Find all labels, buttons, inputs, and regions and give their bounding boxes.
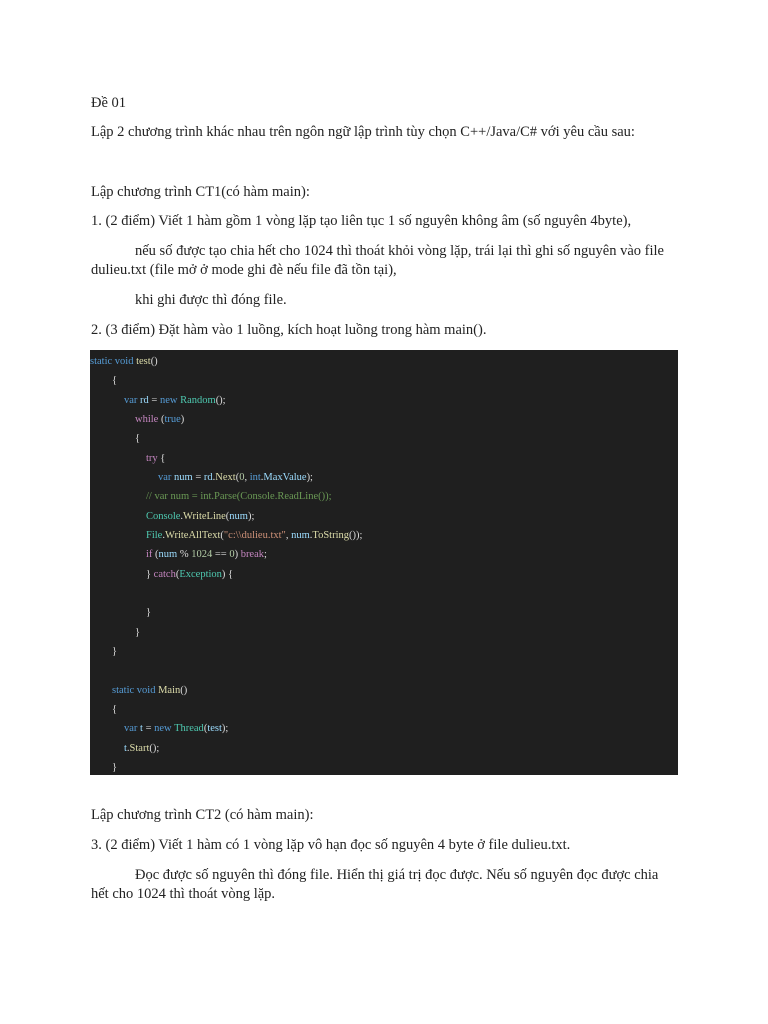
code-token: WriteLine (183, 511, 226, 522)
code-token: // var num = int.Parse(Console.ReadLine()); (146, 491, 332, 502)
code-token: var (124, 723, 141, 734)
code-token: void (136, 685, 159, 696)
code-token: t (124, 743, 127, 754)
code-token: var (124, 395, 141, 406)
code-line (124, 394, 226, 408)
code-token: WriteAllText (164, 530, 221, 541)
item-1: 1. (2 điểm) Viết 1 hàm gồm 1 vòng lặp tạo liên tục 1 số nguyên không âm (số nguyên 4byte), (91, 213, 632, 229)
code-token: { (112, 375, 118, 386)
code-line (124, 722, 228, 736)
code-token: } (112, 762, 118, 773)
code-token: File (146, 530, 163, 541)
item-1-continuation: nếu số được tạo chia hết cho 1024 thì thoát khỏi vòng lặp, trái lại thì ghi số nguyên vào file dulieu.txt (file mở ở mode ghi đè nếu file đã tồn tại), (91, 243, 664, 278)
code-line (124, 742, 159, 756)
code-token: ( (225, 511, 230, 522)
code-token: ) (180, 414, 185, 425)
code-token: num (229, 511, 248, 522)
code-token: ( (175, 569, 180, 580)
code-token: ); (306, 472, 313, 483)
code-token: () (180, 685, 188, 696)
code-token: ; (264, 549, 267, 560)
code-token: = (192, 472, 204, 483)
code-token: 1024 (191, 549, 213, 560)
code-line (112, 761, 117, 775)
code-line (146, 529, 362, 543)
code-line (146, 568, 233, 582)
item-3: 3. (2 điểm) Viết 1 hàm có 1 vòng lặp vô hạn đọc số nguyên 4 byte ở file dulieu.txt. (91, 837, 571, 853)
code-token: , (244, 472, 250, 483)
code-token: Next (215, 472, 236, 483)
code-token: new (154, 723, 175, 734)
code-line (135, 626, 140, 640)
code-token: ( (155, 549, 159, 560)
code-token: ( (220, 530, 224, 541)
code-token: test (207, 723, 222, 734)
code-line (158, 471, 313, 485)
code-token: catch (153, 569, 176, 580)
code-token: ) (234, 549, 241, 560)
code-token: . (162, 530, 165, 541)
item-2: 2. (3 điểm) Đặt hàm vào 1 luồng, kích hoạt luồng trong hàm main(). (91, 322, 487, 338)
code-token: void (114, 356, 137, 367)
ct1-heading: Lập chương trình CT1(có hàm main): (91, 184, 310, 200)
code-token: test (136, 356, 151, 367)
code-line (112, 703, 117, 717)
code-token: 0 (229, 549, 235, 560)
code-token: var (158, 472, 175, 483)
code-token: ToString (312, 530, 349, 541)
code-token: % (177, 549, 192, 560)
code-token: . (260, 472, 264, 483)
code-token: . (309, 530, 313, 541)
code-token: if (146, 549, 156, 560)
code-line (146, 510, 254, 524)
code-line (146, 548, 267, 562)
item-1-continuation-2: khi ghi được thì đóng file. (135, 292, 287, 308)
code-token: } (112, 646, 118, 657)
code-token: } (135, 627, 141, 638)
code-line (146, 490, 332, 504)
code-token: = (142, 723, 155, 734)
code-line (146, 452, 165, 466)
code-token: num (174, 472, 193, 483)
code-token: rd (203, 472, 213, 483)
code-token: . (126, 743, 130, 754)
code-token: ()); (349, 530, 363, 541)
code-token: ); (247, 511, 255, 522)
code-token: , (285, 530, 292, 541)
code-token: static (90, 356, 115, 367)
code-token: (); (149, 743, 160, 754)
code-token: Start (129, 743, 150, 754)
code-token: static (112, 685, 137, 696)
code-token: num (158, 549, 178, 560)
code-line (135, 413, 184, 427)
code-token: { (112, 704, 118, 715)
code-line (112, 684, 187, 698)
code-token: . (212, 472, 216, 483)
code-token: MaxValue (263, 472, 307, 483)
code-token: ( (160, 414, 165, 425)
code-line (112, 645, 117, 659)
intro-text: Lập 2 chương trình khác nhau trên ngôn ngữ lập trình tùy chọn C++/Java/C# với yêu cầu sau: (91, 124, 635, 140)
code-line (90, 355, 158, 369)
code-token: new (159, 395, 181, 406)
code-token: } (146, 607, 152, 618)
code-token: { (160, 453, 166, 464)
code-screenshot (90, 350, 678, 775)
code-token: 0 (239, 472, 245, 483)
code-token: break (240, 549, 265, 560)
code-line (135, 432, 140, 446)
code-token: == (212, 549, 230, 560)
code-token: { (135, 433, 141, 444)
code-line (146, 606, 151, 620)
code-token: t (140, 723, 143, 734)
code-token: true (164, 414, 181, 425)
code-token: Main (158, 685, 181, 696)
ct2-heading: Lập chương trình CT2 (có hàm main): (91, 807, 314, 823)
code-token: (); (215, 395, 226, 406)
code-token: } (146, 569, 154, 580)
item-3-continuation: Đọc được số nguyên thì đóng file. Hiển thị giá trị đọc được. Nếu số nguyên đọc được chia hết cho 1024 thì thoát vòng lặp. (91, 867, 659, 902)
code-token: = (148, 395, 160, 406)
code-token: "c:\\dulieu.txt" (223, 530, 286, 541)
code-token: while (135, 414, 161, 425)
doc-title: Đề 01 (91, 95, 127, 111)
code-token: ) { (221, 569, 234, 580)
code-token: Random (180, 395, 216, 406)
code-token: ( (235, 472, 240, 483)
code-token: ); (221, 723, 229, 734)
code-token: . (180, 511, 184, 522)
code-token: () (150, 356, 158, 367)
code-line (112, 374, 117, 388)
code-token: ( (203, 723, 208, 734)
code-token: Exception (179, 569, 222, 580)
code-token: rd (140, 395, 149, 406)
code-token: num (291, 530, 310, 541)
code-token: Thread (174, 723, 204, 734)
code-token: try (146, 453, 161, 464)
code-token: int (249, 472, 261, 483)
code-token: Console (146, 511, 181, 522)
